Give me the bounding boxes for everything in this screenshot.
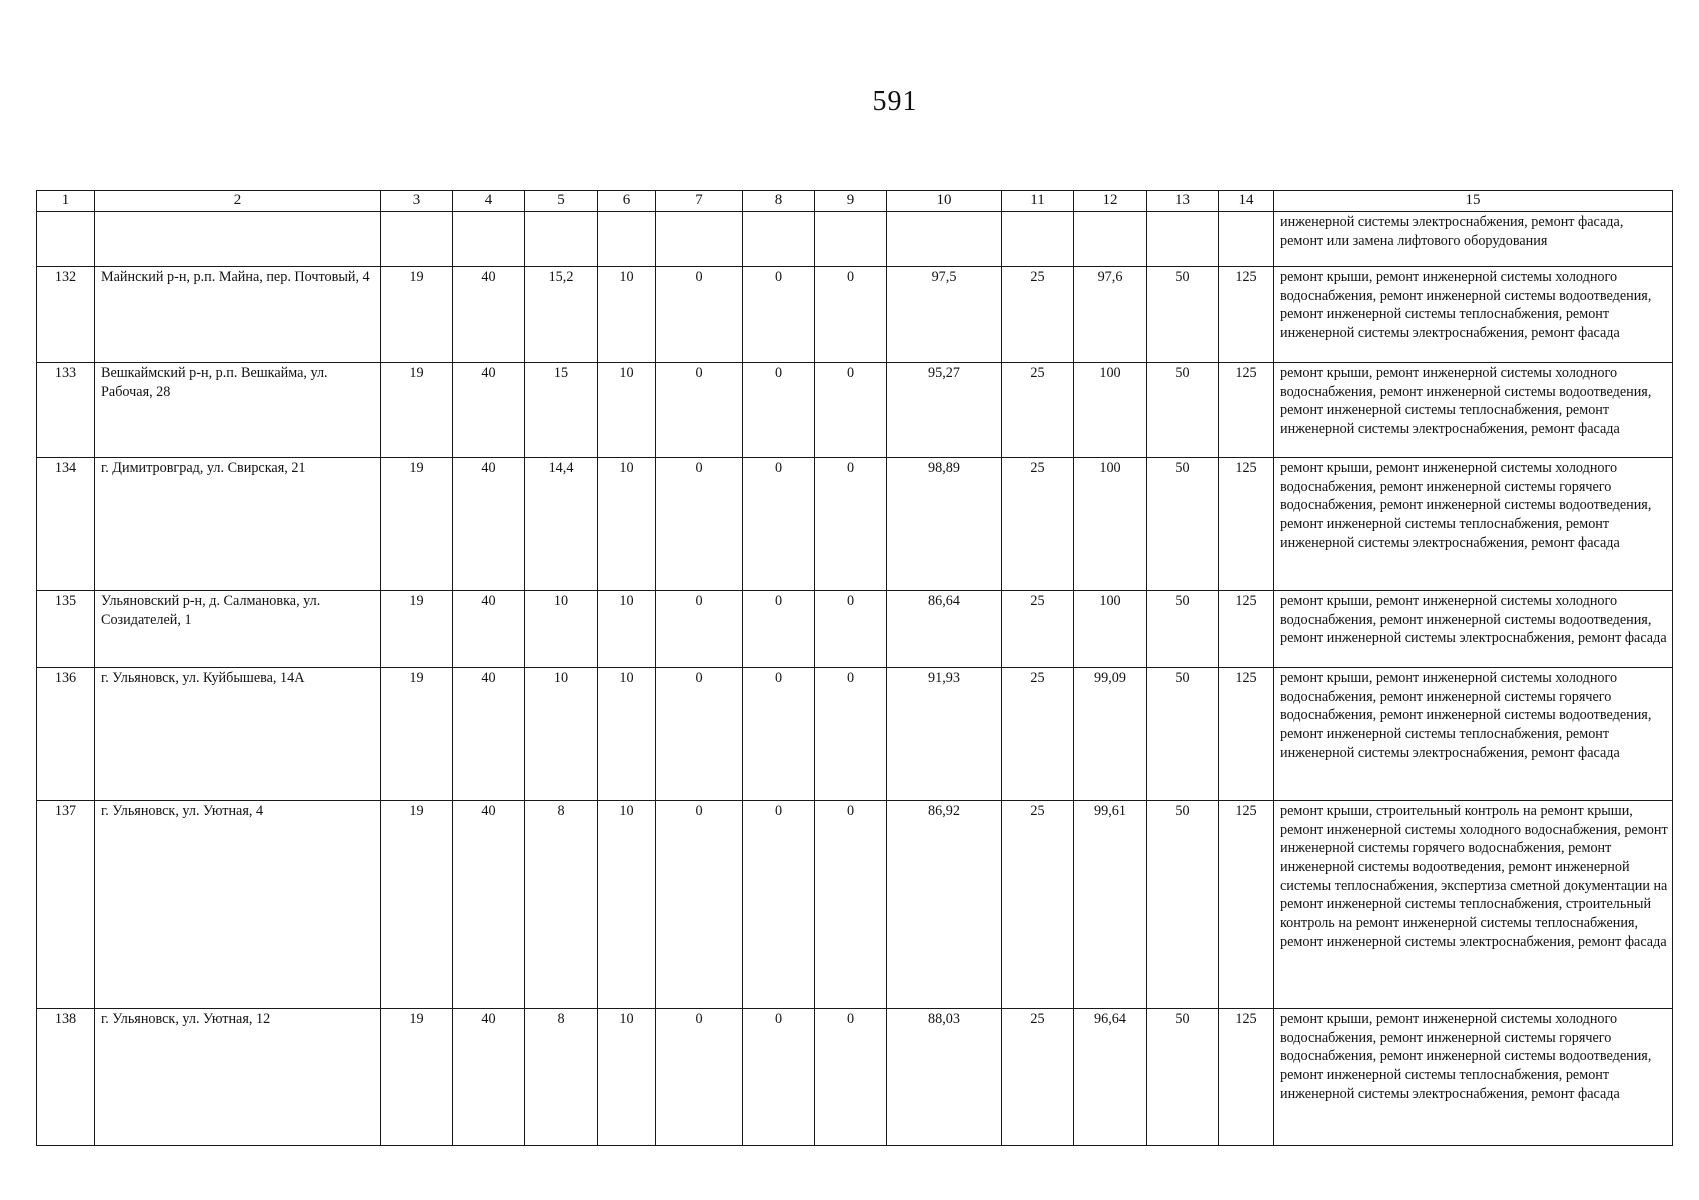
value-cell: 98,89 bbox=[887, 457, 1002, 590]
value-cell: 10 bbox=[525, 667, 598, 800]
value-cell: 86,64 bbox=[887, 590, 1002, 667]
value-cell: 25 bbox=[1002, 800, 1074, 1008]
value-cell: 10 bbox=[598, 1008, 656, 1145]
value-cell: 0 bbox=[743, 457, 815, 590]
row-number: 137 bbox=[37, 800, 95, 1008]
works-continuation: инженерной системы электроснабжения, ремонт фасада, ремонт или замена лифтового оборудования bbox=[1274, 211, 1673, 266]
row-number: 138 bbox=[37, 1008, 95, 1145]
value-cell: 19 bbox=[381, 667, 453, 800]
header-cell: 8 bbox=[743, 191, 815, 212]
value-cell: 50 bbox=[1147, 457, 1219, 590]
works-cell: ремонт крыши, ремонт инженерной системы холодного водоснабжения, ремонт инженерной системы горячего водоснабжения, ремонт инженерной системы водоотведения, ремонт инженерной системы теплоснабжения, ремонт инженерной системы электроснабжения, ремонт фасада bbox=[1274, 1008, 1673, 1145]
value-cell: 0 bbox=[815, 457, 887, 590]
value-cell: 40 bbox=[453, 362, 525, 457]
header-cell: 14 bbox=[1219, 191, 1274, 212]
value-cell: 14,4 bbox=[525, 457, 598, 590]
header-cell: 11 bbox=[1002, 191, 1074, 212]
value-cell: 19 bbox=[381, 266, 453, 362]
address-cell: г. Ульяновск, ул. Уютная, 12 bbox=[95, 1008, 381, 1145]
value-cell: 86,92 bbox=[887, 800, 1002, 1008]
header-cell: 6 bbox=[598, 191, 656, 212]
value-cell: 0 bbox=[743, 362, 815, 457]
value-cell: 40 bbox=[453, 667, 525, 800]
header-cell: 5 bbox=[525, 191, 598, 212]
works-cell: ремонт крыши, ремонт инженерной системы холодного водоснабжения, ремонт инженерной системы водоотведения, ремонт инженерной системы теплоснабжения, ремонт инженерной системы электроснабжения, ремонт фасада bbox=[1274, 362, 1673, 457]
table-body bbox=[37, 191, 1673, 1146]
address-cell: Вешкаймский р-н, р.п. Вешкайма, ул. Рабочая, 28 bbox=[95, 362, 381, 457]
value-cell: 99,61 bbox=[1074, 800, 1147, 1008]
value-cell: 8 bbox=[525, 1008, 598, 1145]
value-cell: 10 bbox=[598, 362, 656, 457]
table-row bbox=[37, 362, 1673, 457]
value-cell: 19 bbox=[381, 362, 453, 457]
value-cell: 125 bbox=[1219, 362, 1274, 457]
address-cell: г. Димитровград, ул. Свирская, 21 bbox=[95, 457, 381, 590]
value-cell: 19 bbox=[381, 800, 453, 1008]
address-cell: г. Ульяновск, ул. Куйбышева, 14А bbox=[95, 667, 381, 800]
value-cell: 125 bbox=[1219, 266, 1274, 362]
capital-repair-table bbox=[36, 190, 1673, 1146]
header-cell: 2 bbox=[95, 191, 381, 212]
works-cell: ремонт крыши, ремонт инженерной системы холодного водоснабжения, ремонт инженерной системы водоотведения, ремонт инженерной системы теплоснабжения, ремонт инженерной системы электроснабжения, ремонт фасада bbox=[1274, 266, 1673, 362]
header-cell: 3 bbox=[381, 191, 453, 212]
header-cell: 4 bbox=[453, 191, 525, 212]
value-cell: 95,27 bbox=[887, 362, 1002, 457]
value-cell: 0 bbox=[815, 362, 887, 457]
header-cell: 9 bbox=[815, 191, 887, 212]
value-cell: 125 bbox=[1219, 457, 1274, 590]
page-number: 591 bbox=[872, 86, 918, 117]
address-cell: г. Ульяновск, ул. Уютная, 4 bbox=[95, 800, 381, 1008]
value-cell: 40 bbox=[453, 1008, 525, 1145]
value-cell: 0 bbox=[815, 1008, 887, 1145]
value-cell: 10 bbox=[598, 667, 656, 800]
value-cell: 19 bbox=[381, 590, 453, 667]
value-cell: 25 bbox=[1002, 590, 1074, 667]
value-cell: 10 bbox=[598, 457, 656, 590]
value-cell: 50 bbox=[1147, 1008, 1219, 1145]
value-cell: 10 bbox=[598, 266, 656, 362]
value-cell: 0 bbox=[815, 266, 887, 362]
row-number: 136 bbox=[37, 667, 95, 800]
value-cell: 40 bbox=[453, 800, 525, 1008]
value-cell: 40 bbox=[453, 266, 525, 362]
works-cell: ремонт крыши, ремонт инженерной системы холодного водоснабжения, ремонт инженерной системы горячего водоснабжения, ремонт инженерной системы водоотведения, ремонт инженерной системы теплоснабжения, ремонт инженерной системы электроснабжения, ремонт фасада bbox=[1274, 457, 1673, 590]
value-cell: 0 bbox=[743, 590, 815, 667]
address-cell: Майнский р-н, р.п. Майна, пер. Почтовый, 4 bbox=[95, 266, 381, 362]
value-cell: 19 bbox=[381, 457, 453, 590]
value-cell: 100 bbox=[1074, 590, 1147, 667]
value-cell: 25 bbox=[1002, 362, 1074, 457]
value-cell: 50 bbox=[1147, 590, 1219, 667]
value-cell: 0 bbox=[815, 590, 887, 667]
value-cell: 0 bbox=[815, 667, 887, 800]
value-cell: 10 bbox=[525, 590, 598, 667]
header-cell: 12 bbox=[1074, 191, 1147, 212]
value-cell: 0 bbox=[743, 266, 815, 362]
header-cell: 1 bbox=[37, 191, 95, 212]
value-cell: 100 bbox=[1074, 457, 1147, 590]
works-cell: ремонт крыши, ремонт инженерной системы холодного водоснабжения, ремонт инженерной системы водоотведения, ремонт инженерной системы электроснабжения, ремонт фасада bbox=[1274, 590, 1673, 667]
value-cell: 91,93 bbox=[887, 667, 1002, 800]
table-row bbox=[37, 1008, 1673, 1145]
value-cell: 0 bbox=[656, 457, 743, 590]
value-cell: 125 bbox=[1219, 1008, 1274, 1145]
value-cell: 97,6 bbox=[1074, 266, 1147, 362]
row-number: 132 bbox=[37, 266, 95, 362]
row-number: 135 bbox=[37, 590, 95, 667]
value-cell: 100 bbox=[1074, 362, 1147, 457]
value-cell: 10 bbox=[598, 590, 656, 667]
value-cell: 99,09 bbox=[1074, 667, 1147, 800]
table-row bbox=[37, 667, 1673, 800]
value-cell: 0 bbox=[656, 266, 743, 362]
value-cell: 40 bbox=[453, 590, 525, 667]
value-cell: 88,03 bbox=[887, 1008, 1002, 1145]
value-cell: 96,64 bbox=[1074, 1008, 1147, 1145]
value-cell: 19 bbox=[381, 1008, 453, 1145]
row-number: 133 bbox=[37, 362, 95, 457]
header-cell: 10 bbox=[887, 191, 1002, 212]
continuation-row bbox=[37, 211, 1673, 266]
value-cell: 25 bbox=[1002, 266, 1074, 362]
header-cell: 7 bbox=[656, 191, 743, 212]
value-cell: 125 bbox=[1219, 667, 1274, 800]
column-number-header bbox=[37, 191, 1673, 212]
row-number: 134 bbox=[37, 457, 95, 590]
value-cell: 25 bbox=[1002, 457, 1074, 590]
value-cell: 50 bbox=[1147, 362, 1219, 457]
value-cell: 40 bbox=[453, 457, 525, 590]
header-cell: 13 bbox=[1147, 191, 1219, 212]
value-cell: 15,2 bbox=[525, 266, 598, 362]
value-cell: 0 bbox=[656, 1008, 743, 1145]
value-cell: 0 bbox=[656, 667, 743, 800]
value-cell: 25 bbox=[1002, 1008, 1074, 1145]
value-cell: 0 bbox=[656, 362, 743, 457]
value-cell: 25 bbox=[1002, 667, 1074, 800]
value-cell: 0 bbox=[815, 800, 887, 1008]
value-cell: 50 bbox=[1147, 800, 1219, 1008]
value-cell: 0 bbox=[743, 667, 815, 800]
value-cell: 50 bbox=[1147, 667, 1219, 800]
value-cell: 10 bbox=[598, 800, 656, 1008]
value-cell: 50 bbox=[1147, 266, 1219, 362]
table-row bbox=[37, 590, 1673, 667]
address-cell: Ульяновский р-н, д. Салмановка, ул. Созидателей, 1 bbox=[95, 590, 381, 667]
value-cell: 125 bbox=[1219, 800, 1274, 1008]
value-cell: 15 bbox=[525, 362, 598, 457]
value-cell: 125 bbox=[1219, 590, 1274, 667]
works-cell: ремонт крыши, ремонт инженерной системы холодного водоснабжения, ремонт инженерной системы горячего водоснабжения, ремонт инженерной системы водоотведения, ремонт инженерной системы теплоснабжения, ремонт инженерной системы электроснабжения, ремонт фасада bbox=[1274, 667, 1673, 800]
value-cell: 0 bbox=[743, 1008, 815, 1145]
value-cell: 0 bbox=[656, 800, 743, 1008]
table-row bbox=[37, 800, 1673, 1008]
value-cell: 97,5 bbox=[887, 266, 1002, 362]
table-row bbox=[37, 266, 1673, 362]
table-row bbox=[37, 457, 1673, 590]
value-cell: 0 bbox=[743, 800, 815, 1008]
value-cell: 0 bbox=[656, 590, 743, 667]
works-cell: ремонт крыши, строительный контроль на ремонт крыши, ремонт инженерной системы холодного водоснабжения, ремонт инженерной системы горячего водоснабжения, ремонт инженерной системы водоотведения, ремонт инженерной системы теплоснабжения, экспертиза сметной документации на ремонт инженерной системы теплоснабжения, строительный контроль на ремонт инженерной системы теплоснабжения, ремонт инженерной системы электроснабжения, ремонт фасада bbox=[1274, 800, 1673, 1008]
header-cell: 15 bbox=[1274, 191, 1673, 212]
value-cell: 8 bbox=[525, 800, 598, 1008]
